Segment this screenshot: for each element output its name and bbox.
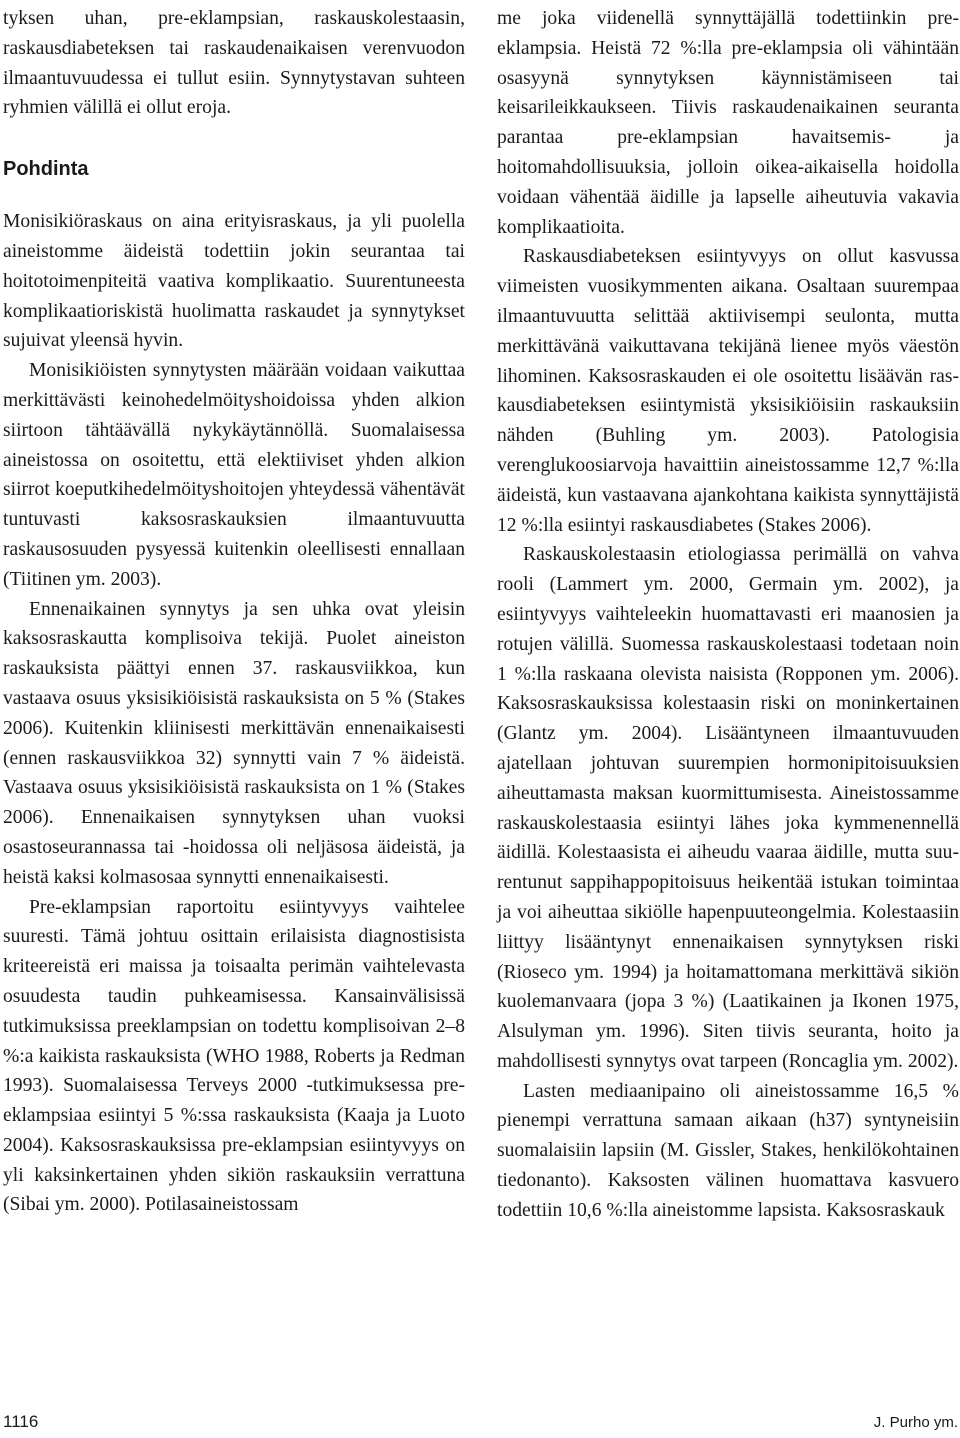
section-heading: Pohdinta (3, 158, 89, 181)
body-paragraph: Lasten mediaanipaino oli aineistossamme 16,5 % pienempi verrattuna samaan aikaan (h37) syntyneisiin suomalaisiin lapsiin (M. Gissler, Stakes, henkilökohtainen tiedonanto). Kaksosten välinen huomattava kasvuero todettiin 10,6 %:lla aineistomme lapsista. Kaksosraskauk (497, 1080, 959, 1221)
body-paragraph: Monisikiöisten synnytysten määrään voidaan vaikuttaa merkittävästi keinohedelmöityshoidoissa yhden alkion siirtoon tähtäävällä nykykäytännöllä. Suomalaisessa aineistossa on osoitettu, että elektiiviset yhden alkion siirrot koeputkihedelmöityshoitojen yhteydessä vähentävät tuntuvasti kaksosraskauksien ilmaantuvuutta raskausosuuden pysyessä kuitenkin oleellisesti ennallaan (Tiitinen ym. 2003). (3, 360, 465, 590)
body-paragraph: Raskausdiabeteksen esiintyvyys on ollut kasvussa viimeisten vuosikymmenten aikana. Osaltaan suurempaa ilmaantuvuutta selittää aktiivisempi seulonta, mutta merkittävänä vaikuttavana tekijänä lienee myös väestön lihominen. Kaksosraskauden ei ole osoitettu lisäävän raskausdiabeteksen esiintymistä yksisikiöisiin raskauksiin nähden (Buhling ym. 2003). Patologisia verenglukoosiarvoja havaittiin aineistossamme 12,7 %:lla äideistä, kun vastaavana ajankohtana kaikista synnyttäjistä 12 %:lla esiintyi raskausdiabetes (Stakes 2006). (497, 246, 959, 536)
body-paragraph: Raskauskolestaasin etiologiassa perimällä on vahva rooli (Lammert ym. 2000, Germain ym. 2002), ja esiintyvyys vaihteleekin huomattavasti eri maanosien ja rotujen välillä. Suomessa raskauskolestaasi todetaan noin 1 %:lla raskaana olevista naisista (Ropponen ym. 2006). Kaksosraskauksissa kolestaasin riski on moninkertainen (Glantz ym. 2004). Lisääntyneen ilmaantuvuuden ajatellaan johtuvan suurempien hormonipitoisuuksien aiheuttamasta maksan kuormittumisesta. Aineistossamme raskauskolestaasia esiintyi lähes joka kymmenennellä äidillä. Kolestaasista ei aiheudu vaaraa äidille, mutta suurentunut sappihappopitoisuus heikentää istukan toimintaa ja voi aiheuttaa sikiölle hapenpuuteongelmia. Kolestaasiin liittyy lisääntynyt ennenaikaisen synnytyksen riski (Rioseco ym. 1994) ja hoitamattomana merkittävä sikiön kuolemanvaara (jopa 3 %) (Laatikainen ja Ikonen 1975, Alsulyman ym. 1996). Siten tiivis seuranta, hoito ja mahdollisesti synnytys ovat tarpeen (Roncaglia ym. 2002). (497, 544, 959, 1072)
page-number: 1116 (3, 1412, 39, 1431)
body-paragraph: Ennenaikainen synnytys ja sen uhka ovat yleisin kaksosraskautta komplisoiva tekijä. Puolet aineiston raskauksista päättyi ennen 37. raskausviikkoa, kun vastaava osuus yksisikiöisistä raskauksista on 5 % (Stakes 2006). Kuitenkin kliinisesti merkittävän ennenaikaisesti (ennen raskausviikkoa 32) synnytti vain 7 % äideistä. Vastaava osuus yksisikiöisistä raskauksista on 1 % (Stakes 2006). Ennenaikaisen synnytyksen uhan vuoksi osastoseurannassa tai -hoidossa oli neljäsosa äideistä, ja heistä kaksi kolmasosaa synnytti ennenaikaisesti. (3, 598, 465, 888)
body-paragraph: Monisikiöraskaus on aina erityisraskaus, ja yli puolella aineistomme äideistä todettiin jokin seurantaa tai hoitotoimenpiteitä vaativa komplikaatio. Suurentuneesta komplikaatioriskistä huolimatta raskaudet ja synnytykset sujuivat yleensä hyvin. (3, 211, 465, 352)
running-author: J. Purho ym. (873, 1414, 958, 1431)
right-column (497, 4, 959, 1226)
left-column (3, 4, 465, 1220)
body-paragraph: me joka viidenellä synnyttäjällä todettiinkin pre-eklampsia. Heistä 72 %:lla pre-eklampsia oli vähintään osasyynä synnytyksen käynnistämiseen tai keisarileikkaukseen. Tiivis raskaudenaikainen seuranta parantaa pre-eklampsian havaitsemis- ja hoitomahdollisuuksia, jolloin oikea-aikaisella hoidolla voidaan vähentää äidille ja lapselle aiheutuvia vakavia komplikaatioita. (497, 8, 959, 238)
body-paragraph: Pre-eklampsian raportoitu esiintyvyys vaihtelee suuresti. Tämä johtuu osittain erilaisista diagnostisista kriteereistä eri maissa ja toisaalta perimän vaihtelevasta osuudesta taudin puhkeamisessa. Kansainvälisissä tutkimuksissa preeklampsian on todettu komplisoivan 2–8 %:a kaikista raskauksista (WHO 1988, Roberts ja Redman 1993). Suomalaisessa Terveys 2000 -tutkimuksessa pre-eklampsiaa esiintyi 5 %:ssa raskauksista (Kaaja ja Luoto 2004). Kaksosraskauksissa pre-eklampsian esiintyvyys on yli kaksinkertainen yhden sikiön raskauksiin verrattuna (Sibai ym. 2000). Potilasaineistossam (3, 896, 465, 1216)
opening-paragraph: tyksen uhan, pre-eklampsian, raskauskolestaasin, raskausdiabeteksen tai raskaudenaikaisen verenvuodon ilmaantuvuudessa ei tullut esiin. Synnytystavan suhteen ryhmien välillä ei ollut eroja. (3, 8, 465, 119)
